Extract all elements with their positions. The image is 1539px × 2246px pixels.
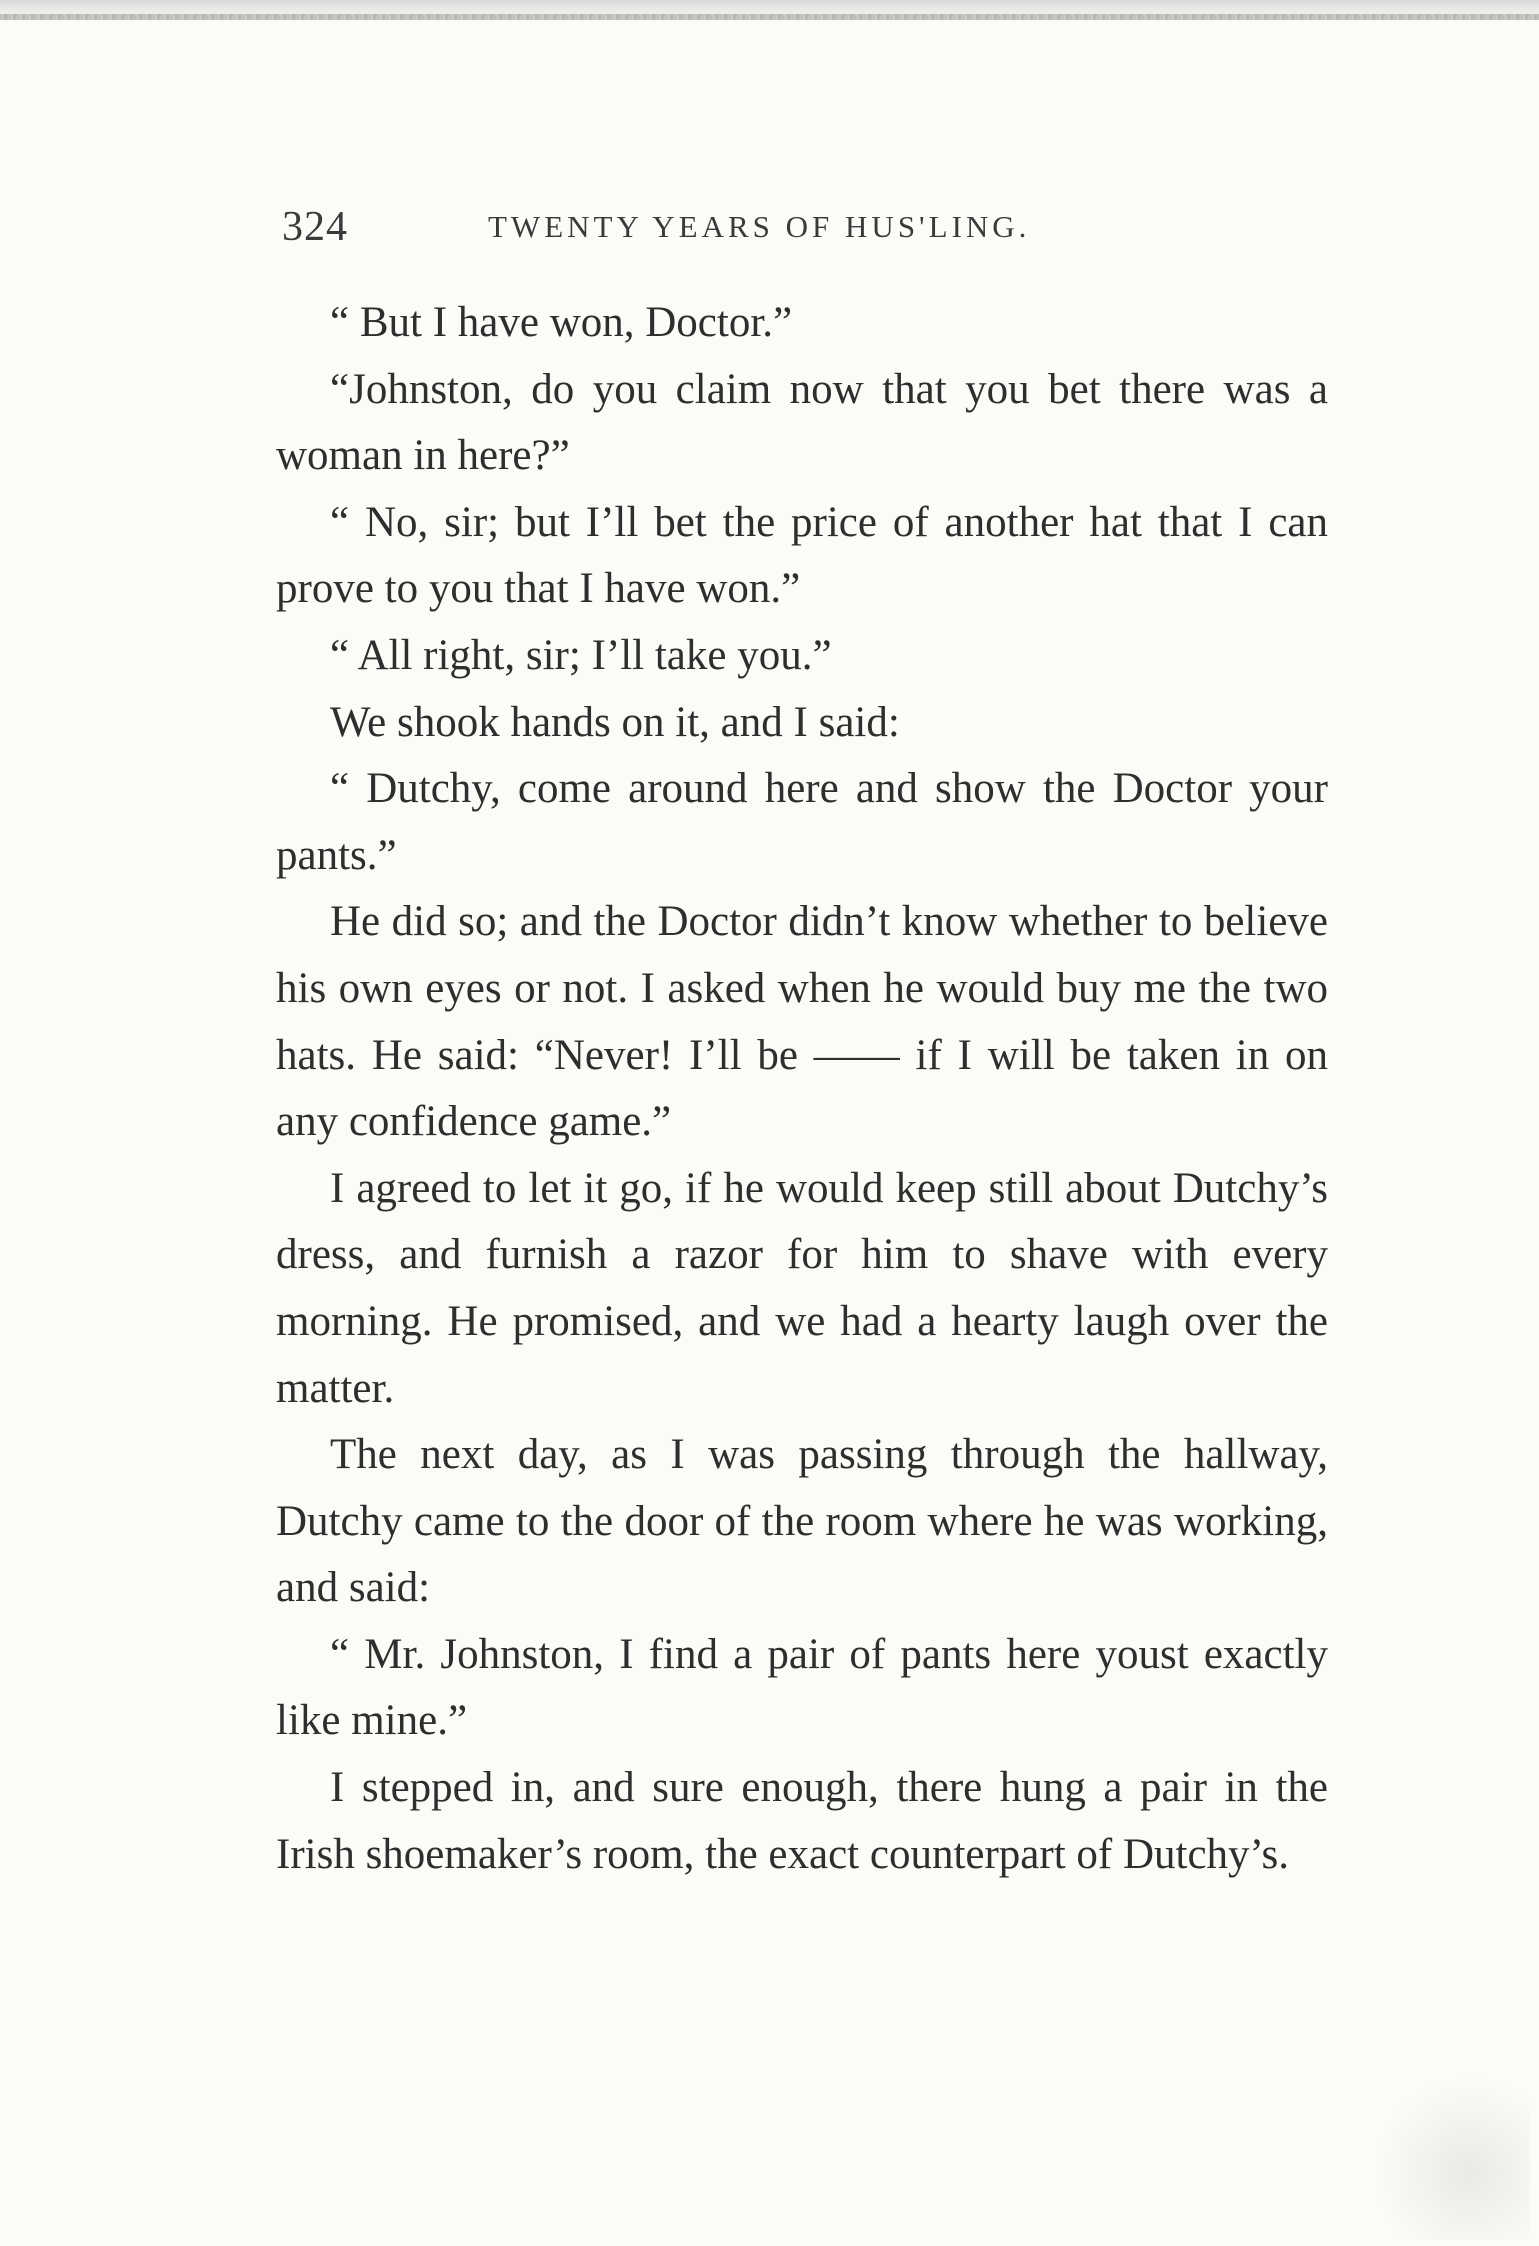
page-top-edge — [0, 0, 1539, 22]
paragraph: He did so; and the Doctor didn’t know whether to believe his own eyes or not. I asked when he would buy me the two hats. He said: “Never! I’ll be —— if I will be taken in on any confidence game.” — [276, 898, 1328, 1146]
paragraph: “ Dutchy, come around here and show the Doctor your pants.” — [276, 765, 1328, 879]
page-header — [282, 195, 1342, 255]
paragraph: “ All right, sir; I’ll take you.” — [330, 631, 832, 679]
paragraph: The next day, as I was passing through the hallway, Dutchy came to the door of the room where he was working, and said: — [276, 1431, 1328, 1612]
paragraph: I stepped in, and sure enough, there hung a pair in the Irish shoemaker’s room, the exact counterpart of Dutchy’s. — [276, 1764, 1328, 1878]
paragraph: We shook hands on it, and I said: — [330, 698, 900, 746]
paragraph: I agreed to let it go, if he would keep still about Dutchy’s dress, and furnish a razor for him to shave with every morning. He promised, and we had a hearty laugh over the matter. — [276, 1164, 1328, 1412]
body-text — [276, 290, 1328, 1888]
page-number: 324 — [282, 204, 348, 250]
paragraph: “ Mr. Johnston, I find a pair of pants here youst exactly like mine.” — [276, 1630, 1328, 1745]
paragraph: “ No, sir; but I’ll bet the price of another hat that I can prove to you that I have won.” — [276, 498, 1328, 613]
paper-speckle — [1380, 2070, 1530, 2240]
paragraph: “Johnston, do you claim now that you bet there was a woman in here?” — [276, 365, 1328, 480]
running-title: TWENTY YEARS OF HUS'LING. — [488, 209, 1031, 244]
paragraph: “ But I have won, Doctor.” — [330, 299, 793, 346]
page-top-edge-line — [0, 14, 1539, 20]
